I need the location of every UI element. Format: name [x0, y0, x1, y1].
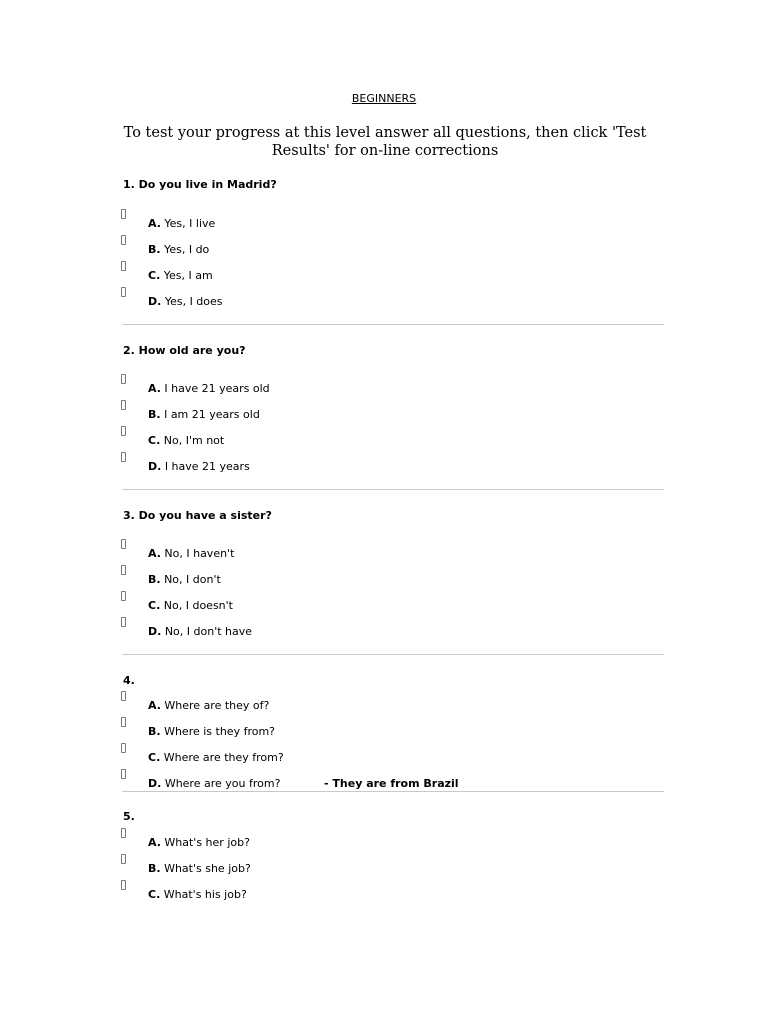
option-letter: B. — [148, 862, 161, 875]
option-2c[interactable] — [148, 434, 224, 447]
option-letter: C. — [148, 434, 161, 447]
option-letter: B. — [148, 243, 161, 256]
option-text: Yes, I am — [163, 269, 213, 282]
option-text: Where are they from? — [163, 751, 284, 764]
option-2a[interactable] — [148, 382, 270, 395]
option-letter: C. — [148, 751, 161, 764]
radio-4a[interactable] — [121, 691, 126, 701]
radio-1b[interactable] — [121, 235, 126, 245]
option-4c[interactable] — [148, 751, 284, 764]
option-letter: D. — [148, 295, 162, 308]
question-4-title: 4. — [123, 674, 135, 687]
option-letter: A. — [148, 547, 161, 560]
option-3a[interactable] — [148, 547, 234, 560]
option-3c[interactable] — [148, 599, 233, 612]
question-divider — [122, 654, 664, 655]
option-letter: C. — [148, 888, 161, 901]
question-5-title: 5. — [123, 810, 135, 823]
radio-4b[interactable] — [121, 717, 126, 727]
option-1c[interactable] — [148, 269, 213, 282]
question-divider — [122, 489, 664, 490]
option-text: No, I don't have — [164, 625, 253, 638]
option-letter: B. — [148, 408, 161, 421]
option-text: No, I'm not — [163, 434, 225, 447]
radio-1c[interactable] — [121, 261, 126, 271]
option-text: What's her job? — [164, 836, 250, 849]
radio-2d[interactable] — [121, 452, 126, 462]
radio-1d[interactable] — [121, 287, 126, 297]
radio-5a[interactable] — [121, 828, 126, 838]
option-letter: A. — [148, 699, 161, 712]
radio-1a[interactable] — [121, 209, 126, 219]
option-text: Yes, I does — [164, 295, 223, 308]
question-3-title: 3. Do you have a sister? — [123, 509, 272, 522]
option-4a[interactable] — [148, 699, 269, 712]
page-heading: BEGINNERS — [351, 92, 417, 105]
question-2-title: 2. How old are you? — [123, 344, 246, 357]
option-letter: C. — [148, 599, 161, 612]
option-text: What's she job? — [164, 862, 251, 875]
option-letter: B. — [148, 573, 161, 586]
option-letter: A. — [148, 217, 161, 230]
option-letter: D. — [148, 460, 162, 473]
option-letter: D. — [148, 777, 162, 790]
option-text: Where are they of? — [164, 699, 270, 712]
option-letter: C. — [148, 269, 161, 282]
radio-5b[interactable] — [121, 854, 126, 864]
option-3d[interactable] — [148, 625, 252, 638]
radio-4c[interactable] — [121, 743, 126, 753]
question-divider — [122, 791, 664, 792]
radio-3b[interactable] — [121, 565, 126, 575]
question-1-title: 1. Do you live in Madrid? — [123, 178, 277, 191]
option-4b[interactable] — [148, 725, 275, 738]
option-text: No, I haven't — [164, 547, 235, 560]
option-text: No, I doesn't — [163, 599, 233, 612]
option-text: I am 21 years old — [164, 408, 260, 421]
radio-5c[interactable] — [121, 880, 126, 890]
radio-2a[interactable] — [121, 374, 126, 384]
option-1b[interactable] — [148, 243, 209, 256]
option-letter: A. — [148, 836, 161, 849]
question-4-prompt: - They are from Brazil — [324, 777, 459, 790]
option-2b[interactable] — [148, 408, 260, 421]
option-4d[interactable] — [148, 777, 280, 790]
option-3b[interactable] — [148, 573, 221, 586]
radio-4d[interactable] — [121, 769, 126, 779]
option-text: I have 21 years old — [164, 382, 270, 395]
option-5a[interactable] — [148, 836, 250, 849]
radio-3c[interactable] — [121, 591, 126, 601]
option-letter: B. — [148, 725, 161, 738]
option-text: Yes, I live — [164, 217, 216, 230]
option-5c[interactable] — [148, 888, 247, 901]
option-text: Where is they from? — [164, 725, 276, 738]
question-divider — [122, 324, 664, 325]
option-5b[interactable] — [148, 862, 251, 875]
option-text: Yes, I do — [164, 243, 210, 256]
intro-text: To test your progress at this level answer all questions, then click 'Test Results' for on-line corrections — [123, 125, 647, 159]
option-letter: D. — [148, 625, 162, 638]
option-1a[interactable] — [148, 217, 215, 230]
radio-3d[interactable] — [121, 617, 126, 627]
radio-3a[interactable] — [121, 539, 126, 549]
option-text: I have 21 years — [164, 460, 250, 473]
option-text: No, I don't — [164, 573, 221, 586]
radio-2b[interactable] — [121, 400, 126, 410]
option-text: What's his job? — [163, 888, 247, 901]
option-2d[interactable] — [148, 460, 250, 473]
option-text: Where are you from? — [164, 777, 281, 790]
option-1d[interactable] — [148, 295, 223, 308]
option-letter: A. — [148, 382, 161, 395]
radio-2c[interactable] — [121, 426, 126, 436]
